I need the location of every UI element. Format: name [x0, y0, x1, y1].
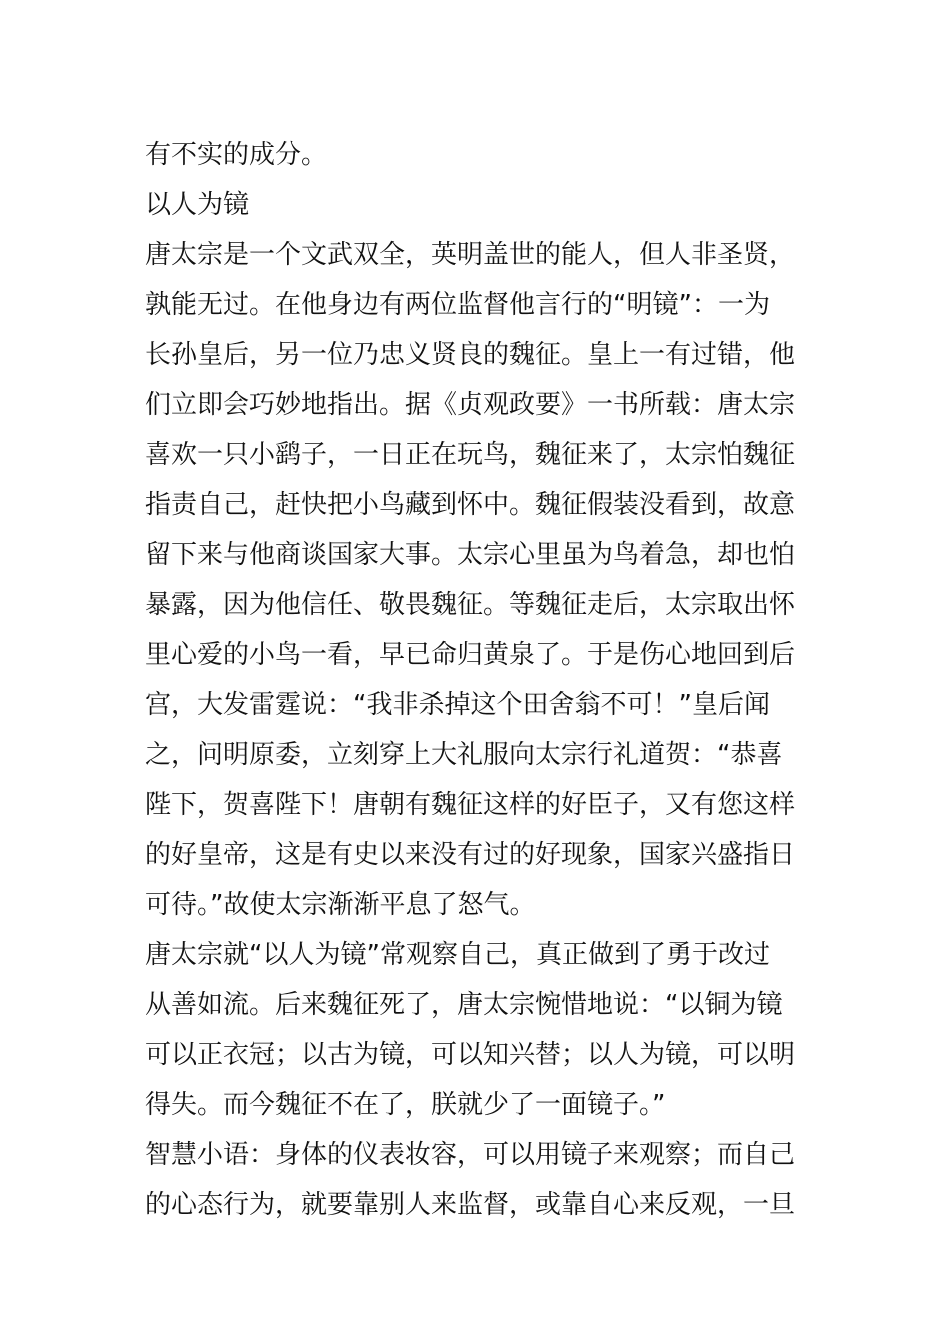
text-line: 智慧小语：身体的仪表妆容，可以用镜子来观察；而自己 [145, 1140, 796, 1170]
text-line: 可待。”故使太宗渐渐平息了怒气。 [145, 890, 536, 920]
text-line: 暴露，因为他信任、敬畏魏征。等魏征走后，太宗取出怀 [145, 590, 796, 620]
text-line: 可以正衣冠；以古为镜，可以知兴替；以人为镜，可以明 [145, 1040, 796, 1070]
text-line: 宫，大发雷霆说：“我非杀掉这个田舍翁不可！”皇后闻 [145, 690, 770, 720]
text-line: 从善如流。后来魏征死了，唐太宗惋惜地说：“以铜为镜 [145, 990, 783, 1020]
text-line: 之，问明原委，立刻穿上大礼服向太宗行礼道贺：“恭喜 [145, 740, 783, 770]
text-line: 指责自己，赶快把小鸟藏到怀中。魏征假装没看到，故意 [145, 490, 796, 520]
text-line: 唐太宗就“以人为镜”常观察自己，真正做到了勇于改过 [145, 940, 770, 970]
text-line: 陛下，贺喜陛下！唐朝有魏征这样的好臣子，又有您这样 [145, 790, 796, 820]
body-text [145, 130, 825, 1230]
text-line: 得失。而今魏征不在了，朕就少了一面镜子。” [145, 1090, 666, 1120]
text-line: 们立即会巧妙地指出。据《贞观政要》一书所载：唐太宗 [145, 390, 796, 420]
text-line: 的好皇帝，这是有史以来没有过的好现象，国家兴盛指日 [145, 840, 796, 870]
text-line: 唐太宗是一个文武双全，英明盖世的能人，但人非圣贤， [145, 240, 796, 270]
text-line: 留下来与他商谈国家大事。太宗心里虽为鸟着急，却也怕 [145, 540, 796, 570]
text-line: 的心态行为，就要靠别人来监督，或靠自心来反观，一旦 [145, 1190, 796, 1220]
text-line: 里心爱的小鸟一看，早已命归黄泉了。于是伤心地回到后 [145, 640, 796, 670]
text-line: 长孙皇后，另一位乃忠义贤良的魏征。皇上一有过错，他 [145, 340, 796, 370]
section-title: 以人为镜 [145, 190, 250, 220]
text-line: 孰能无过。在他身边有两位监督他言行的“明镜”：一为 [145, 290, 770, 320]
text-line: 喜欢一只小鹞子，一日正在玩鸟，魏征来了，太宗怕魏征 [145, 440, 796, 470]
text-line: 有不实的成分。 [145, 140, 328, 170]
